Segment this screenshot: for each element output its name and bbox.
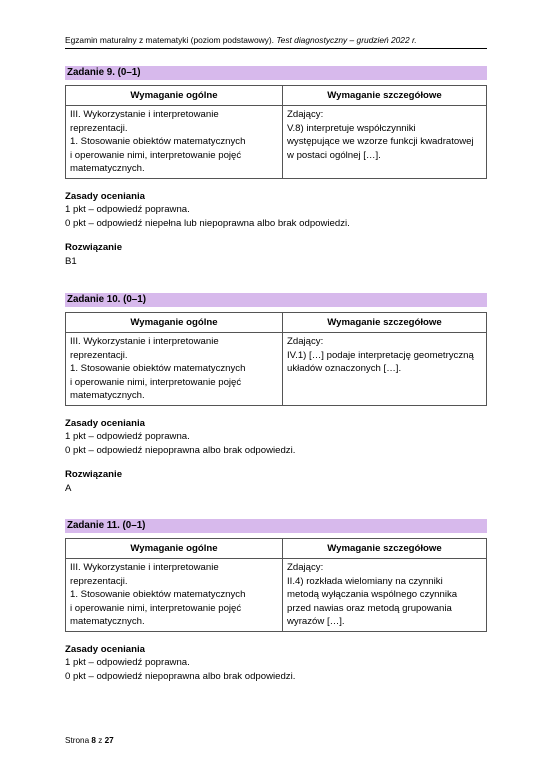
scoring-line: 1 pkt – odpowiedź poprawna. [65,431,190,442]
page-header [65,35,487,45]
scoring-section [65,643,487,684]
footer-page-total: 27 [104,736,114,745]
column-header-general: Wymaganie ogólne [66,539,283,559]
header-title: Egzamin maturalny z matematyki (poziom podstawowy). [65,35,274,45]
page-footer [65,736,114,745]
requirements-table [65,312,487,406]
column-header-detail: Wymaganie szczegółowe [283,86,487,106]
scoring-section [65,417,487,458]
task-11 [65,519,487,683]
scoring-section [65,190,487,231]
detailed-requirement: Zdający: II.4) rozkłada wielomiany na czynniki metodą wyłączania wspólnego czynnika przed nawias oraz metodą grupowania wyrazów […]. [283,559,487,632]
general-requirement: III. Wykorzystanie i interpretowanie reprezentacji. 1. Stosowanie obiektów matematycznych i operowanie nimi, interpretowanie pojęć matematycznych. [66,106,283,179]
requirements-table [65,85,487,179]
scoring-line: 1 pkt – odpowiedź poprawna. [65,204,190,215]
general-requirement: III. Wykorzystanie i interpretowanie reprezentacji. 1. Stosowanie obiektów matematycznych i operowanie nimi, interpretowanie pojęć matematycznych. [66,333,283,406]
solution-heading: Rozwiązanie [65,469,123,480]
task-10 [65,293,487,495]
solution-heading: Rozwiązanie [65,242,123,253]
general-requirement: III. Wykorzystanie i interpretowanie reprezentacji. 1. Stosowanie obiektów matematycznych i operowanie nimi, interpretowanie pojęć matematycznych. [66,559,283,632]
task-title: Zadanie 10. (0–1) [65,293,487,307]
task-title: Zadanie 11. (0–1) [65,519,487,533]
detailed-requirement: Zdający: V.8) interpretuje współczynniki występujące we wzorze funkcji kwadratowej w postaci ogólnej […]. [283,106,487,179]
solution-answer: A [65,482,72,494]
solution-section [65,468,487,495]
requirements-table [65,538,487,632]
column-header-general: Wymaganie ogólne [66,313,283,333]
header-rule [65,48,487,49]
scoring-line: 0 pkt – odpowiedź niepoprawna albo brak odpowiedzi. [65,444,296,456]
header-subtitle: Test diagnostyczny – grudzień 2022 r. [276,35,417,45]
scoring-heading: Zasady oceniania [65,190,145,202]
column-header-detail: Wymaganie szczegółowe [283,539,487,559]
scoring-line: 1 pkt – odpowiedź poprawna. [65,657,190,668]
scoring-heading: Zasady oceniania [65,417,145,429]
solution-answer: B1 [65,255,77,267]
footer-prefix: Strona [65,736,90,745]
scoring-heading: Zasady oceniania [65,643,145,655]
detailed-requirement: Zdający: IV.1) […] podaje interpretację geometryczną układów oznaczonych […]. [283,333,487,406]
scoring-line: 0 pkt – odpowiedź niepełna lub niepoprawna albo brak odpowiedzi. [65,217,350,229]
column-header-detail: Wymaganie szczegółowe [283,313,487,333]
scoring-line: 0 pkt – odpowiedź niepoprawna albo brak odpowiedzi. [65,670,296,682]
column-header-general: Wymaganie ogólne [66,86,283,106]
footer-separator: z [98,736,103,745]
footer-page-number: 8 [91,736,96,745]
solution-section [65,241,487,268]
task-9 [65,66,487,268]
task-title: Zadanie 9. (0–1) [65,66,487,80]
